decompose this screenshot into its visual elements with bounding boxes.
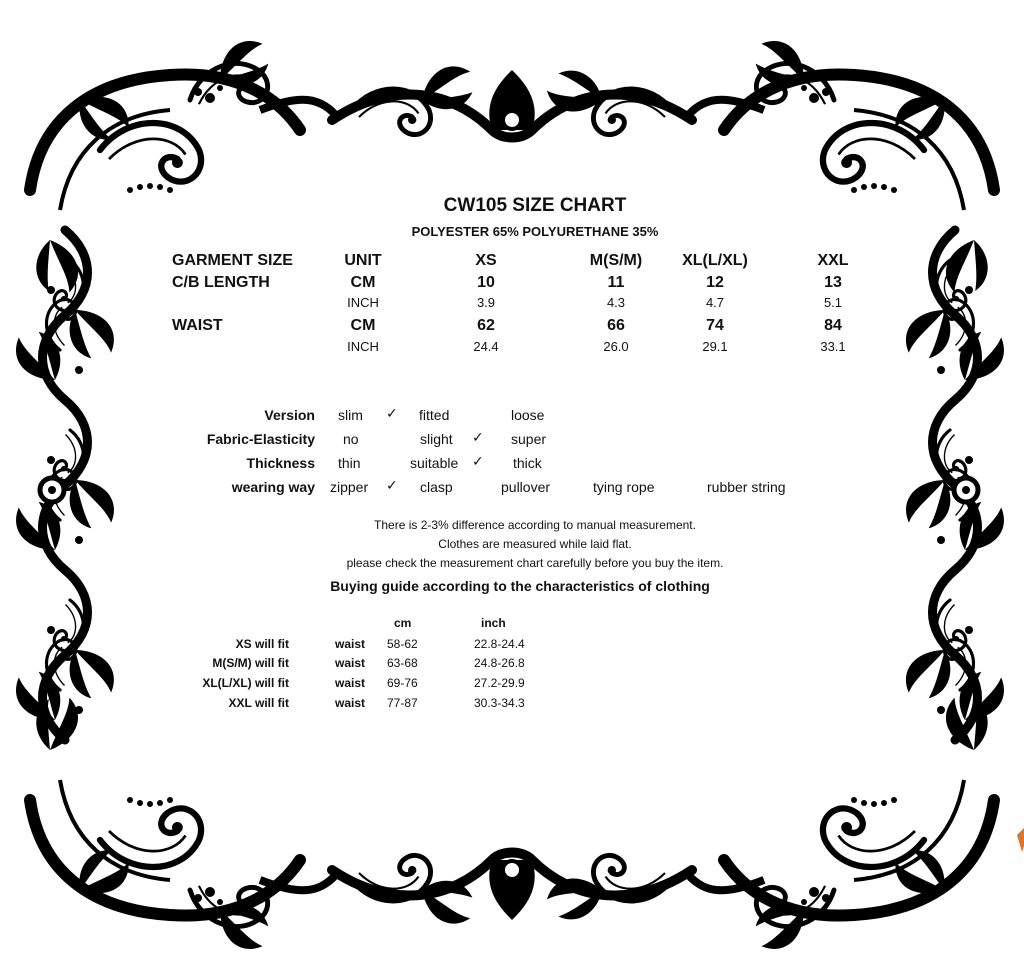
header-xl: XL(L/XL) — [682, 252, 748, 269]
attr-label-fabric-elasticity: Fabric-Elasticity — [206, 431, 315, 447]
attr-option: fitted — [419, 407, 450, 423]
unit-inch: INCH — [347, 339, 379, 354]
guide-header-cm: cm — [394, 616, 412, 630]
note-line: please check the measurement chart carefully before you buy the item. — [346, 556, 724, 570]
buying-guide-title: Buying guide according to the characteristics of clothing — [330, 578, 710, 594]
guide-row-label: XS will fit — [235, 637, 289, 651]
page-title: CW105 SIZE CHART — [443, 195, 627, 216]
attr-label-version: Version — [264, 407, 315, 423]
guide-row-cm: 77-87 — [387, 696, 418, 710]
attr-option: thick — [513, 455, 542, 471]
header-m: M(S/M) — [589, 252, 643, 269]
guide-row-label: XXL will fit — [228, 696, 289, 710]
guide-row-part: waist — [335, 637, 366, 651]
guide-row-cm: 63-68 — [387, 656, 418, 670]
attr-label-wearing-way: wearing way — [231, 479, 315, 495]
attr-option: thin — [338, 455, 361, 471]
attr-label-thickness: Thickness — [246, 455, 315, 471]
attr-option: zipper — [330, 479, 369, 495]
guide-row-part: waist — [335, 696, 366, 710]
attr-option: loose — [511, 407, 545, 423]
cell-value: 10 — [477, 274, 495, 291]
header-xs: XS — [475, 252, 497, 269]
row-label-cb-length: C/B LENGTH — [172, 274, 270, 291]
guide-row-label: M(S/M) will fit — [212, 656, 289, 670]
cell-value: 29.1 — [702, 339, 728, 354]
cell-value: 62 — [477, 317, 495, 334]
cell-value: 11 — [607, 274, 625, 291]
guide-row-cm: 58-62 — [387, 637, 418, 651]
guide-row-inch: 24.8-26.8 — [474, 656, 525, 670]
attr-option: no — [343, 431, 359, 447]
attr-option: super — [511, 431, 547, 447]
guide-header-inch: inch — [481, 616, 506, 630]
cell-value: 5.1 — [823, 295, 843, 310]
cell-value: 3.9 — [476, 295, 496, 310]
row-label-waist: WAIST — [172, 317, 223, 334]
unit-inch: INCH — [347, 295, 379, 310]
note-line: Clothes are measured while laid flat. — [438, 537, 632, 551]
material-subtitle: POLYESTER 65% POLYURETHANE 35% — [411, 224, 659, 239]
attr-option: clasp — [420, 479, 453, 495]
checkmark-icon: ✓ — [472, 453, 484, 469]
unit-cm: CM — [350, 317, 376, 334]
header-unit: UNIT — [344, 252, 382, 269]
cell-value: 84 — [824, 317, 842, 334]
attr-option: pullover — [501, 479, 551, 495]
cell-value: 12 — [706, 274, 724, 291]
guide-row-part: waist — [335, 656, 366, 670]
attr-option: suitable — [410, 455, 459, 471]
guide-row-inch: 27.2-29.9 — [474, 676, 525, 690]
cell-value: 26.0 — [603, 339, 629, 354]
guide-row-label: XL(L/XL) will fit — [202, 676, 289, 690]
guide-row-inch: 30.3-34.3 — [474, 696, 525, 710]
attr-option: slim — [338, 407, 363, 423]
cell-value: 74 — [706, 317, 724, 334]
attr-option: tying rope — [593, 479, 655, 495]
header-garment-size: GARMENT SIZE — [172, 252, 293, 269]
cell-value: 66 — [607, 317, 625, 334]
cell-value: 4.7 — [705, 295, 725, 310]
guide-row-cm: 69-76 — [387, 676, 418, 690]
cell-value: 24.4 — [473, 339, 499, 354]
attr-option: slight — [420, 431, 453, 447]
attr-option: rubber string — [707, 479, 786, 495]
header-xxl: XXL — [817, 252, 849, 269]
checkmark-icon: ✓ — [386, 405, 398, 421]
guide-row-part: waist — [335, 676, 366, 690]
checkmark-icon: ✓ — [472, 429, 484, 445]
checkmark-icon: ✓ — [386, 477, 398, 493]
cell-value: 4.3 — [606, 295, 626, 310]
cell-value: 33.1 — [820, 339, 846, 354]
unit-cm: CM — [350, 274, 376, 291]
note-line: There is 2-3% difference according to manual measurement. — [374, 518, 696, 532]
cell-value: 13 — [824, 274, 842, 291]
guide-row-inch: 22.8-24.4 — [474, 637, 525, 651]
